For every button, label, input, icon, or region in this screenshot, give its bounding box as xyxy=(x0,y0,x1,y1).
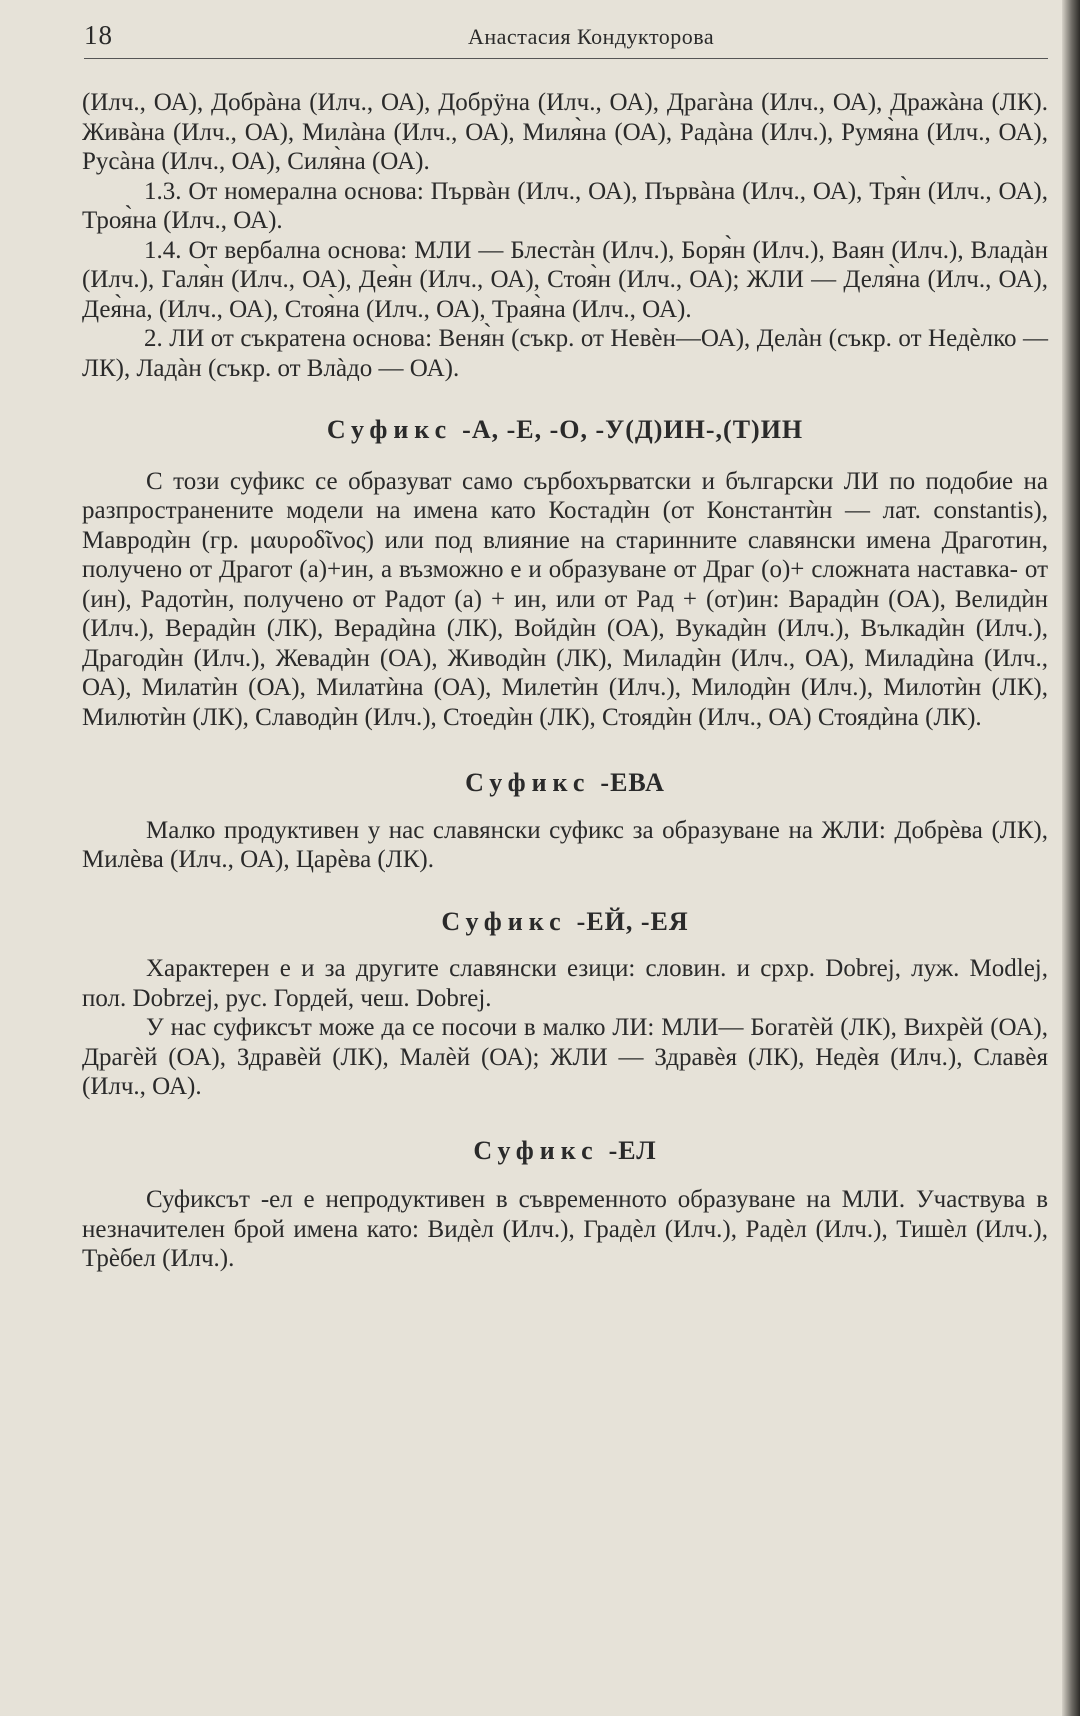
page-number: 18 xyxy=(84,20,113,50)
paragraph: Характерен е и за другите славянски езици: словин. и срхр. Dobrej, луж. Modlej, пол. Dobrzej, рус. Гордей, чеш. Dobrej. xyxy=(82,955,1048,1012)
paragraph: Малко продуктивен у нас славянски суфикс за образуване на ЖЛИ: Добрèва (ЛК), Милèва (Илч., ОА), Царèва (ЛК). xyxy=(82,816,1048,873)
heading-word: Суфикс xyxy=(465,768,591,797)
running-title: Анастасия Кондукторова xyxy=(468,24,715,49)
heading-suffix: -ЕЙ, -ЕЯ xyxy=(576,906,689,936)
heading-word: Суфикс xyxy=(473,1135,599,1165)
section-heading xyxy=(82,907,1048,937)
heading-suffix: -А, -Е, -О, -У(Д)ИН-,(Т)ИН xyxy=(462,415,804,444)
heading-suffix: -ЕВА xyxy=(600,768,665,797)
heading-word: Суфикс xyxy=(441,906,567,936)
paragraph: 1.4. От вербална основа: МЛИ — Блестàн (Илч.), Боря̀н (Илч.), Ваян (Илч.), Владàн (Илч.), Галя̀н (Илч., ОА), Дея̀н (Илч., ОА), Стоя̀н (Илч., ОА); ЖЛИ — Деля̀на (Илч., ОА), Дея̀на, (Илч., ОА), Стоя̀на (Илч., ОА), Трая̀на (Илч., ОА). xyxy=(82,236,1048,323)
section-heading xyxy=(82,415,1048,445)
running-header xyxy=(84,14,1048,59)
paragraph: У нас суфиксът може да се посочи в малко ЛИ: МЛИ— Богатèй (ЛК), Вихрèй (ОА), Драгèй (ОА), Здравèй (ЛК), Малèй (ОА); ЖЛИ — Здравèя (ЛК), Недèя (Илч.), Славèя (Илч., ОА). xyxy=(82,1014,1048,1100)
paragraph: Суфиксът -ел е непродуктивен в съвременното образуване на МЛИ. Участвува в незначителен брой имена като: Видèл (Илч.), Градèл (Илч.), Радèл (Илч.), Тишèл (Илч.), Трèбел (Илч.). xyxy=(82,1186,1048,1272)
page-body xyxy=(82,88,1048,1274)
paragraph: С този суфикс се образуват само сърбохърватски и български ЛИ по подобие на разпространените модели на имена като Костадѝн (от Константѝн — лат. constantis), Мавродѝн (гр. μαυροδῖνος) или под влияние на старинните славянски имена Драготин, получено от Драгот (а)+ин, а възможно е и образуване от Драг (о)+ сложната наставка- от (ин), Радотѝн, получено от Радот (а) + ин, или от Рад + (от)ин: Варадѝн (ОА), Велидѝн (Илч.), Верадѝн (ЛК), Верадѝна (ЛК), Войдѝн (ОА), Вукадѝн (Илч.), Вълкадѝн (Илч.), Драгодѝн (Илч.), Жевадѝн (ОА), Живодѝн (ЛК), Миладѝн (Илч., ОА), Миладѝна (Илч., ОА), Милатѝн (ОА), Милатѝна (ОА), Милетѝн (Илч.), Милодѝн (Илч.), Милотѝн (ЛК), Милютѝн (ЛК), Славодѝн (Илч.), Стоедѝн (ЛК), Стоядѝн (Илч., ОА) Стоядѝна (ЛК). xyxy=(82,467,1048,731)
heading-word: Суфикс xyxy=(326,415,453,444)
heading-suffix: -ЕЛ xyxy=(608,1135,657,1165)
section-heading xyxy=(82,1136,1048,1166)
section-heading xyxy=(82,768,1048,798)
paragraph: 2. ЛИ от съкратена основа: Веня̀н (съкр. от Невèн—ОА), Делàн (съкр. от Недèлко — ЛК), Ладàн (съкр. от Влàдо — ОА). xyxy=(82,325,1048,382)
paragraph: 1.3. От номерална основа: Първàн (Илч., ОА), Първàна (Илч., ОА), Тря̀н (Илч., ОА), Троя̀на (Илч., ОА). xyxy=(82,177,1048,234)
paragraph: (Илч., ОА), Добрàна (Илч., ОА), Добрÿна (Илч., ОА), Драгàна (Илч., ОА), Дражàна (ЛК). Живàна (Илч., ОА), Милàна (Илч., ОА), Миля̀на (ОА), Радàна (Илч.), Румя̀на (Илч., ОА), Русàна (Илч., ОА), Силя̀на (ОА). xyxy=(82,89,1048,175)
